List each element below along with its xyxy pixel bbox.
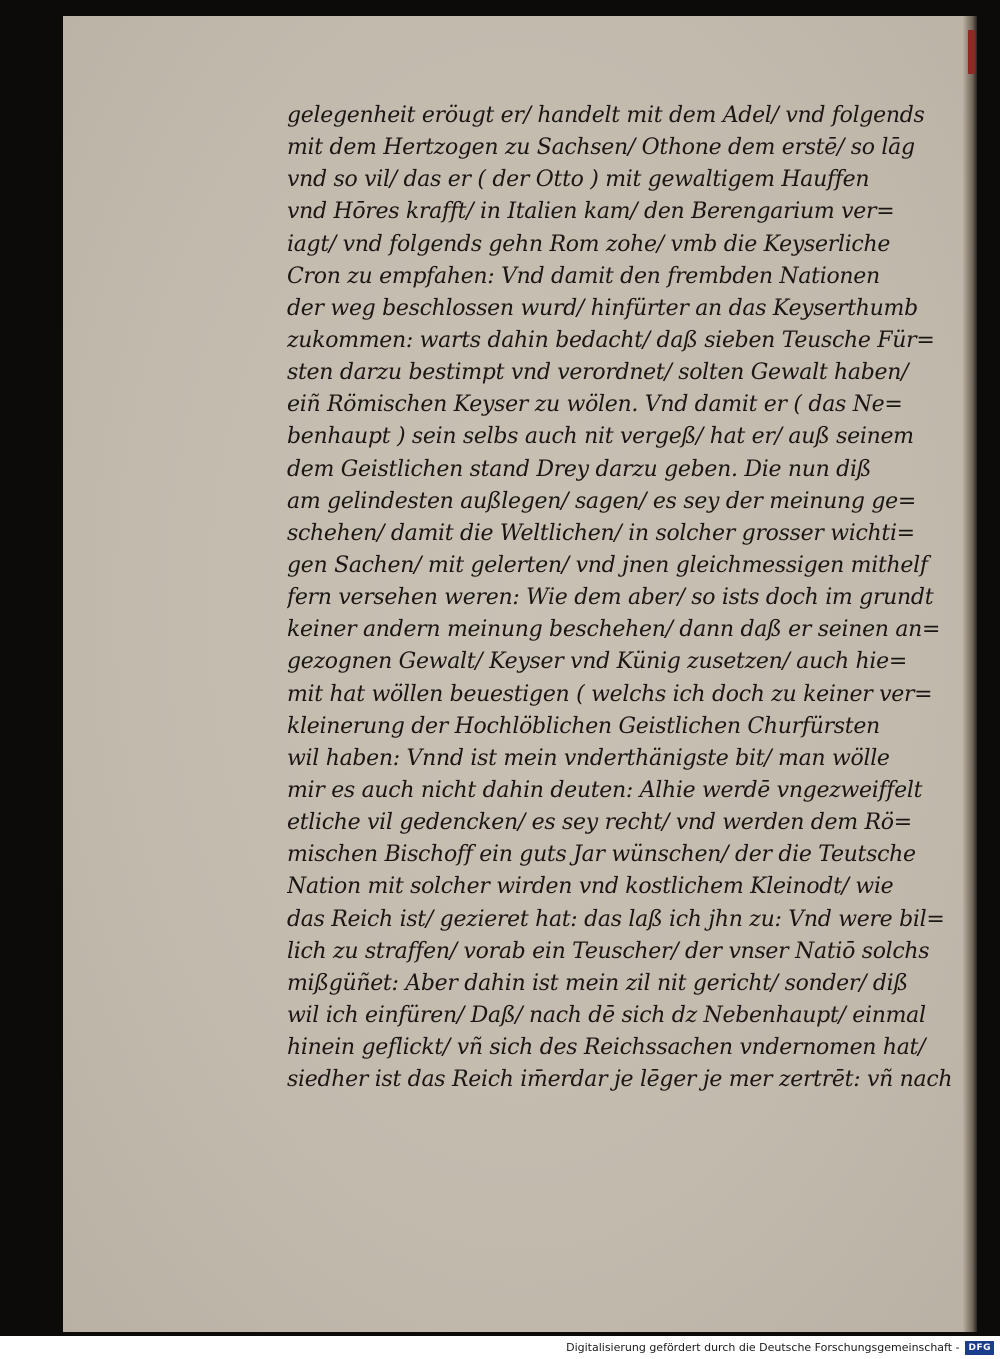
text-line: mißgüñet: Aber dahin ist mein zil nit gericht/ sonder/ diß <box>287 970 908 996</box>
text-line: Nation mit solcher wirden vnd kostlichem Kleinodt/ wie <box>287 874 894 900</box>
text-line: eiñ Römischen Keyser zu wölen. Vnd damit er ( das Ne= <box>287 392 903 418</box>
text-line: dem Geistlichen stand Drey darzu geben. Die nun diß <box>287 456 872 482</box>
text-line: vnd Hōres krafft/ in Italien kam/ den Berengarium ver= <box>287 199 895 225</box>
text-line: siedher ist das Reich im̄erdar je lēger je mer zertrēt: vñ nach <box>287 1067 952 1093</box>
page-text <box>287 100 952 1096</box>
text-line: mischen Bischoff ein guts Jar wünschen/ der die Teutsche <box>287 842 916 868</box>
text-line: benhaupt ) sein selbs auch nit vergeß/ hat er/ auß seinem <box>287 424 914 450</box>
text-line: gen Sachen/ mit gelerten/ vnd jnen gleichmessigen mithelf <box>287 552 928 578</box>
text-line: gezognen Gewalt/ Keyser vnd Künig zusetzen/ auch hie= <box>287 649 908 675</box>
footer-bar <box>0 1336 1000 1359</box>
text-line: kleinerung der Hochlöblichen Geistlichen Churfürsten <box>287 713 880 739</box>
text-line: Cron zu empfahen: Vnd damit den frembden Nationen <box>287 263 880 289</box>
text-line: hinein geflickt/ vñ sich des Reichssachen vndernomen hat/ <box>287 1035 926 1061</box>
page-edge <box>963 16 977 1332</box>
text-line: etliche vil gedencken/ es sey recht/ vnd werden dem Rö= <box>287 810 912 836</box>
text-line: am gelindesten außlegen/ sagen/ es sey der meinung ge= <box>287 488 917 514</box>
text-line: keiner andern meinung beschehen/ dann daß er seinen an= <box>287 617 941 643</box>
text-line: schehen/ damit die Weltlichen/ in solcher grosser wichti= <box>287 520 915 546</box>
text-line: mit dem Hertzogen zu Sachsen/ Othone dem erstē/ so lāg <box>287 135 915 161</box>
text-line: das Reich ist/ gezieret hat: das laß ich jhn zu: Vnd were bil= <box>287 906 945 932</box>
text-line: iagt/ vnd folgends gehn Rom zohe/ vmb die Keyserliche <box>287 231 891 257</box>
text-line: vnd so vil/ das er ( der Otto ) mit gewaltigem Hauffen <box>287 167 870 193</box>
dfg-logo-icon: DFG <box>965 1341 994 1355</box>
text-line: mit hat wöllen beuestigen ( welchs ich doch zu keiner ver= <box>287 681 933 707</box>
text-line: wil ich einfüren/ Daß/ nach dē sich dz Nebenhaupt/ einmal <box>287 1002 926 1028</box>
text-line: der weg beschlossen wurd/ hinfürter an das Keyserthumb <box>287 295 918 321</box>
bookmark-strip <box>968 30 975 74</box>
text-line: gelegenheit eröugt er/ handelt mit dem Adel/ vnd folgends <box>287 103 925 128</box>
text-line: mir es auch nicht dahin deuten: Alhie werdē vngezweiffelt <box>287 777 923 803</box>
text-line: zukommen: warts dahin bedacht/ daß sieben Teusche Für= <box>287 327 935 353</box>
text-line: fern versehen weren: Wie dem aber/ so ists doch im grundt <box>287 585 934 611</box>
text-line: lich zu straffen/ vorab ein Teuscher/ der vnser Natiō solchs <box>287 938 930 964</box>
text-line: wil haben: Vnnd ist mein vnderthänigste bit/ man wölle <box>287 745 890 771</box>
funding-notice: Digitalisierung gefördert durch die Deutsche Forschungsgemeinschaft - <box>566 1341 960 1354</box>
text-line: sten darzu bestimpt vnd verordnet/ solten Gewalt haben/ <box>287 360 909 386</box>
